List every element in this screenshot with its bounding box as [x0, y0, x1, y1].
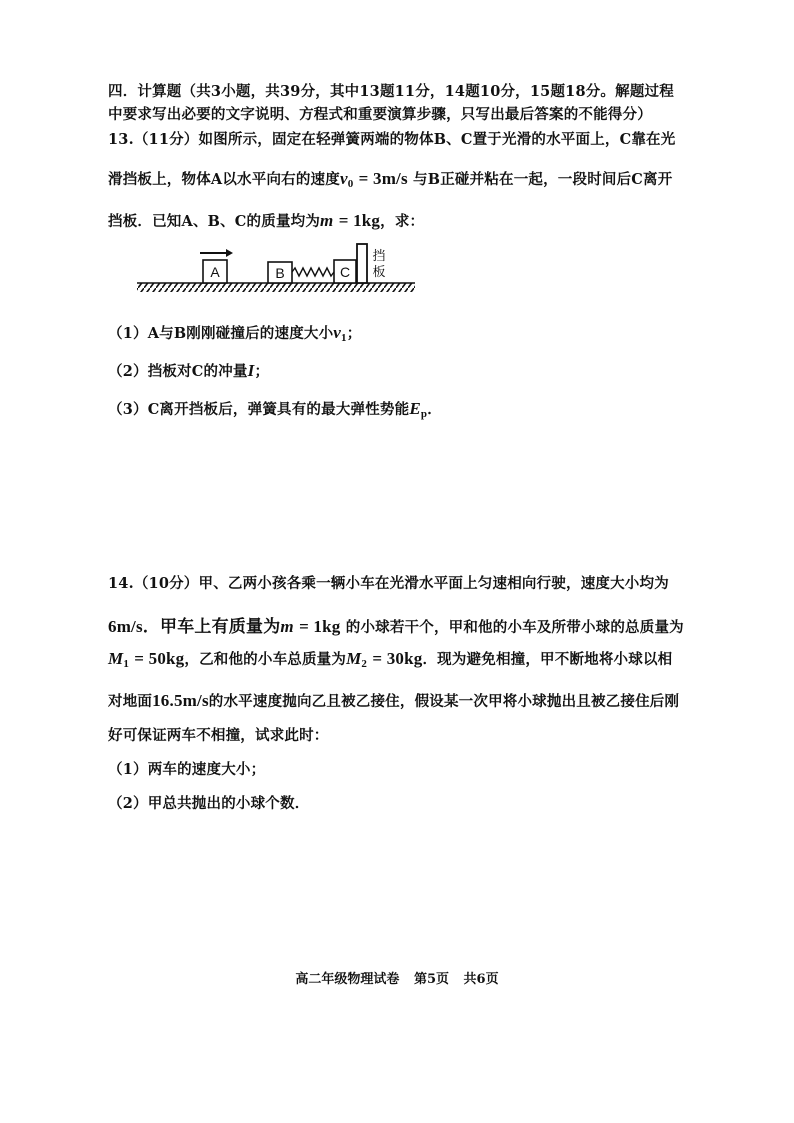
m2-value: = 30kg — [372, 649, 423, 668]
page-footer — [0, 968, 794, 987]
var-v0: $v_0$ — [339, 169, 354, 190]
footer-title: 高二年级物理试卷 — [295, 972, 400, 987]
footer-total: 共6页 — [463, 972, 499, 987]
spring — [292, 268, 334, 276]
block-a-label: A — [210, 264, 220, 280]
ball-mass: = 1kg — [299, 617, 341, 636]
barrier-wall — [357, 244, 367, 283]
var-ep: $E_p$ — [409, 399, 428, 420]
q13-line2: 滑挡板上，物体A以水平向右的速度$v_0 = 3m/s$ 与B正碰并粘在一起，一段时间后C离开 — [108, 169, 673, 190]
var-v1: $v_1$ — [333, 323, 347, 344]
q14-line1: 14.（10分）甲、乙两小孩各乘一辆小车在光滑水平面上匀速相向行驶，速度大小均为 — [108, 575, 669, 592]
var-m: m — [280, 617, 294, 636]
var-impulse: I — [247, 361, 255, 380]
section-heading-line2: 中要求写出必要的文字说明、方程式和重要演算步骤，只写出最后答案的不能得分） — [108, 106, 652, 123]
block-b-label: B — [275, 265, 285, 281]
q13-part1: （1）A与B刚刚碰撞后的速度大小$v_1$； — [108, 323, 362, 344]
mass-value: = 1kg — [338, 211, 381, 230]
q13-line3: 挡板．已知A、B、C的质量均为m = 1kg，求： — [108, 211, 425, 230]
q14-line3: $M_1 = 50kg$，乙和他的小车总质量为$M_2 = 30kg$．现为避免相撞，甲不断地将小球以相 — [108, 649, 673, 670]
q14-line5: 好可保证两车不相撞，试求此时： — [108, 727, 329, 744]
q14-line2: 6m/s．甲车上有质量为m = 1kg 的小球若干个，甲和他的小车及所带小球的总质量为 — [108, 617, 684, 636]
collision-figure — [0, 240, 794, 300]
var-m1: $M_1$ — [108, 649, 130, 670]
footer-page: 第5页 — [413, 972, 449, 987]
q14-part2: （2）甲总共抛出的小球个数． — [108, 795, 310, 812]
section-heading-line1: 四．计算题（共3小题，共39分，其中13题11分，14题10分，15题18分。解题过程 — [108, 83, 674, 100]
throw-speed: 16.5m/s — [152, 691, 209, 710]
var-m2: $M_2$ — [346, 649, 368, 670]
velocity-arrow — [200, 249, 233, 257]
q14-line4: 对地面16.5m/s的水平速度抛向乙且被乙接住，假设某一次甲将小球抛出且被乙接住后刚 — [108, 691, 680, 710]
block-c-label: C — [339, 264, 351, 280]
q13-part2: （2）挡板对C的冲量I； — [108, 361, 270, 380]
barrier-label-2: 板 — [372, 264, 386, 279]
ground-hatch — [137, 283, 415, 292]
v0-value: = 3m/s — [358, 169, 408, 188]
var-m: m — [320, 211, 334, 230]
q13-line1: 13.（11分）如图所示，固定在轻弹簧两端的物体B、C置于光滑的水平面上，C靠在光 — [108, 131, 676, 148]
q13-part3: （3）C离开挡板后，弹簧具有的最大弹性势能$E_p$． — [108, 399, 442, 420]
barrier-label-1: 挡 — [372, 248, 386, 263]
q14-part1: （1）两车的速度大小； — [108, 761, 266, 778]
m1-value: = 50kg — [134, 649, 185, 668]
